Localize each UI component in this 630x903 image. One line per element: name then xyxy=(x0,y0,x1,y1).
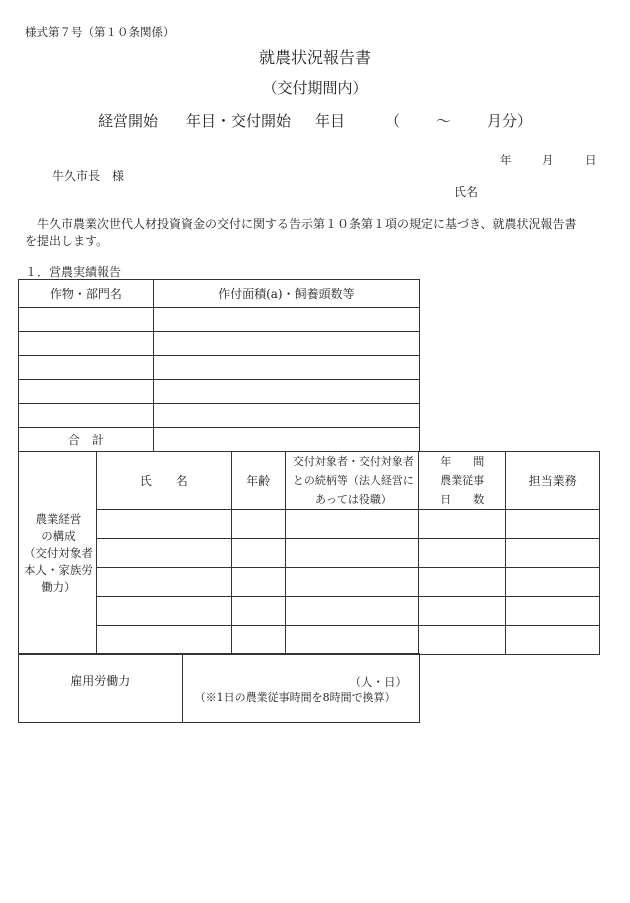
applicant-name-label: 氏名 xyxy=(454,185,479,199)
member-row xyxy=(19,597,600,626)
member-age-cell[interactable] xyxy=(231,539,285,568)
crop-header-name: 作物・部門名 xyxy=(19,280,154,308)
employment-unit: （人・日） xyxy=(349,675,407,689)
member-name-cell[interactable] xyxy=(96,626,231,655)
member-relation-cell[interactable] xyxy=(285,626,419,655)
crop-row xyxy=(19,404,420,428)
form-number: 様式第７号（第１０条関係） xyxy=(25,25,175,39)
member-days-cell[interactable] xyxy=(419,626,506,655)
member-name-cell[interactable] xyxy=(96,510,231,539)
employment-table xyxy=(18,653,420,723)
member-duty-cell[interactable] xyxy=(506,510,600,539)
member-relation-cell[interactable] xyxy=(285,539,419,568)
member-header-relation: 交付対象者・交付対象者 との続柄等（法人経営に あっては役職） xyxy=(285,452,419,510)
crop-header-area: 作付面積(a)・飼養頭数等 xyxy=(153,280,419,308)
member-header-days: 年 間 農業従事 日 数 xyxy=(419,452,506,510)
date-day: 日 xyxy=(585,153,597,167)
year-label-2: 年目 xyxy=(314,112,345,130)
period-tilde: ～ xyxy=(436,112,452,130)
member-relation-cell[interactable] xyxy=(285,510,419,539)
addressee: 牛久市長 様 xyxy=(52,169,125,183)
employment-note: （※1日の農業従事時間を8時間で換算） xyxy=(194,691,396,704)
member-duty-cell[interactable] xyxy=(506,539,600,568)
body-text: 牛久市農業次世代人材投資資金の交付に関する告示第１０条第１項の規定に基づき、就農状況報告書を提出します。 xyxy=(25,217,577,248)
date-year: 年 xyxy=(500,153,512,167)
employment-label: 雇用労働力 xyxy=(19,654,183,723)
member-header-name: 氏 名 xyxy=(96,452,231,510)
member-age-cell[interactable] xyxy=(231,626,285,655)
members-table xyxy=(18,451,600,655)
section-1-title: １．営農実績報告 xyxy=(25,265,122,279)
crop-row xyxy=(19,356,420,380)
business-start-label: 経営開始 xyxy=(97,112,158,130)
member-name-cell[interactable] xyxy=(96,597,231,626)
employment-value-cell[interactable] xyxy=(182,654,419,723)
member-age-cell[interactable] xyxy=(231,510,285,539)
crop-row xyxy=(19,380,420,404)
document-subtitle: （交付期間内） xyxy=(262,79,368,97)
member-days-cell[interactable] xyxy=(419,568,506,597)
crop-row xyxy=(19,332,420,356)
crop-total-label: 合 計 xyxy=(19,428,154,452)
employment-row xyxy=(19,654,420,723)
crop-name-cell[interactable] xyxy=(19,380,154,404)
member-duty-cell[interactable] xyxy=(506,597,600,626)
year-label-1: 年目・交付開始 xyxy=(185,112,291,130)
period-close: 月分） xyxy=(487,112,533,130)
member-header-age: 年齢 xyxy=(231,452,285,510)
member-row xyxy=(19,539,600,568)
date-month: 月 xyxy=(542,153,554,167)
crop-area-cell[interactable] xyxy=(153,308,419,332)
member-row xyxy=(19,510,600,539)
crop-name-cell[interactable] xyxy=(19,404,154,428)
crop-total-cell[interactable] xyxy=(153,428,419,452)
crop-name-cell[interactable] xyxy=(19,356,154,380)
member-duty-cell[interactable] xyxy=(506,568,600,597)
period-open: （ xyxy=(385,112,401,130)
crop-name-cell[interactable] xyxy=(19,308,154,332)
crop-area-cell[interactable] xyxy=(153,404,419,428)
member-header-duty: 担当業務 xyxy=(506,452,600,510)
member-name-cell[interactable] xyxy=(96,539,231,568)
crop-table-header xyxy=(19,280,420,308)
period-line xyxy=(0,110,630,131)
crop-table xyxy=(18,279,420,452)
member-duty-cell[interactable] xyxy=(506,626,600,655)
member-row xyxy=(19,626,600,655)
crop-area-cell[interactable] xyxy=(153,356,419,380)
member-age-cell[interactable] xyxy=(231,597,285,626)
members-table-header xyxy=(19,452,600,510)
document-title: 就農状況報告書 xyxy=(258,48,371,67)
farm-composition-label: 農業経営 の構成 （交付対象者 本人・家族労 働力） xyxy=(19,452,97,655)
member-days-cell[interactable] xyxy=(419,539,506,568)
member-name-cell[interactable] xyxy=(96,568,231,597)
member-age-cell[interactable] xyxy=(231,568,285,597)
crop-name-cell[interactable] xyxy=(19,332,154,356)
member-days-cell[interactable] xyxy=(419,510,506,539)
crop-area-cell[interactable] xyxy=(153,332,419,356)
crop-area-cell[interactable] xyxy=(153,380,419,404)
member-row xyxy=(19,568,600,597)
member-relation-cell[interactable] xyxy=(285,597,419,626)
crop-total-row xyxy=(19,428,420,452)
member-days-cell[interactable] xyxy=(419,597,506,626)
crop-row xyxy=(19,308,420,332)
member-relation-cell[interactable] xyxy=(285,568,419,597)
